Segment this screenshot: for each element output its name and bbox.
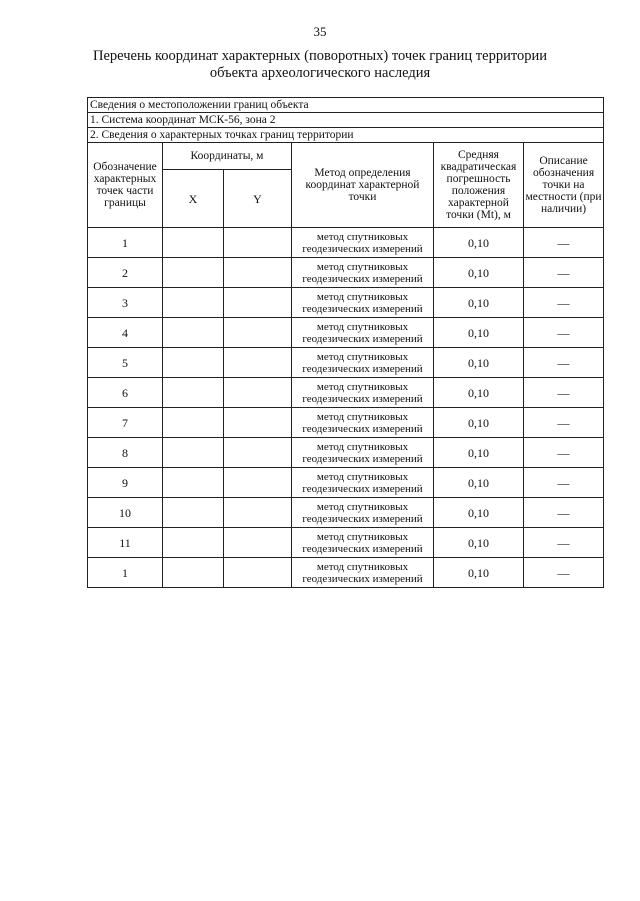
description-cell: —	[524, 468, 604, 498]
description-cell: —	[524, 228, 604, 258]
table-row	[88, 468, 604, 498]
point-cell: 8	[88, 438, 163, 468]
coordinates-table	[87, 97, 604, 588]
method-cell	[292, 408, 434, 438]
error-cell: 0,10	[434, 348, 524, 378]
method-cell	[292, 558, 434, 588]
method-line-2: геодезических измерений	[302, 332, 423, 345]
x-cell	[163, 288, 224, 318]
method-line-2: геодезических измерений	[302, 512, 423, 525]
description-cell: —	[524, 348, 604, 378]
method-line-2: геодезических измерений	[302, 542, 423, 555]
method-line-2: геодезических измерений	[302, 392, 423, 405]
method-cell	[292, 288, 434, 318]
description-cell: —	[524, 558, 604, 588]
y-cell	[224, 408, 292, 438]
error-cell: 0,10	[434, 468, 524, 498]
table-row	[88, 438, 604, 468]
info-cell: 1. Система координат МСК-56, зона 2	[88, 113, 604, 128]
method-line-1: метод спутниковых	[316, 290, 409, 303]
error-cell: 0,10	[434, 288, 524, 318]
table-row	[88, 348, 604, 378]
point-cell: 10	[88, 498, 163, 528]
y-cell	[224, 258, 292, 288]
point-cell: 7	[88, 408, 163, 438]
table-row	[88, 288, 604, 318]
page-title	[60, 48, 580, 82]
description-cell: —	[524, 258, 604, 288]
header-row	[88, 143, 604, 170]
y-cell	[224, 378, 292, 408]
y-cell	[224, 528, 292, 558]
error-cell: 0,10	[434, 528, 524, 558]
x-cell	[163, 438, 224, 468]
page-title-line-1: Перечень координат характерных (поворотных) точек границ территории	[92, 48, 548, 64]
point-cell: 2	[88, 258, 163, 288]
point-cell: 1	[88, 228, 163, 258]
y-cell	[224, 348, 292, 378]
point-cell: 11	[88, 528, 163, 558]
method-line-1: метод спутниковых	[316, 500, 409, 513]
method-line-2: геодезических измерений	[302, 572, 423, 585]
description-cell: —	[524, 318, 604, 348]
method-line-2: геодезических измерений	[302, 362, 423, 375]
info-row	[88, 98, 604, 113]
x-cell	[163, 468, 224, 498]
y-cell	[224, 558, 292, 588]
method-line-1: метод спутниковых	[316, 230, 409, 243]
description-cell: —	[524, 408, 604, 438]
info-row	[88, 113, 604, 128]
method-line-2: геодезических измерений	[302, 422, 423, 435]
method-cell	[292, 438, 434, 468]
point-cell: 4	[88, 318, 163, 348]
x-cell	[163, 228, 224, 258]
y-cell	[224, 228, 292, 258]
error-cell: 0,10	[434, 318, 524, 348]
header-method: Метод определения координат характерной точки	[292, 143, 434, 228]
info-cell: 2. Сведения о характерных точках границ территории	[88, 128, 604, 143]
y-cell	[224, 438, 292, 468]
page-title-line-2: объекта археологического наследия	[209, 65, 431, 81]
header-y: Y	[224, 170, 292, 228]
point-cell: 1	[88, 558, 163, 588]
table-row	[88, 498, 604, 528]
y-cell	[224, 288, 292, 318]
method-cell	[292, 498, 434, 528]
method-cell	[292, 468, 434, 498]
method-cell	[292, 228, 434, 258]
y-cell	[224, 318, 292, 348]
method-line-1: метод спутниковых	[316, 260, 409, 273]
x-cell	[163, 318, 224, 348]
method-cell	[292, 318, 434, 348]
error-cell: 0,10	[434, 258, 524, 288]
x-cell	[163, 558, 224, 588]
point-cell: 6	[88, 378, 163, 408]
method-cell	[292, 528, 434, 558]
method-line-2: геодезических измерений	[302, 452, 423, 465]
x-cell	[163, 498, 224, 528]
info-cell: Сведения о местоположении границ объекта	[88, 98, 604, 113]
method-line-2: геодезических измерений	[302, 302, 423, 315]
header-coordinates: Координаты, м	[163, 143, 292, 170]
y-cell	[224, 468, 292, 498]
description-cell: —	[524, 528, 604, 558]
method-line-1: метод спутниковых	[316, 410, 409, 423]
method-line-1: метод спутниковых	[316, 440, 409, 453]
header-description: Описание обозначения точки на местности (при наличии)	[524, 143, 604, 228]
method-line-1: метод спутниковых	[316, 560, 409, 573]
description-cell: —	[524, 378, 604, 408]
method-line-2: геодезических измерений	[302, 482, 423, 495]
x-cell	[163, 378, 224, 408]
error-cell: 0,10	[434, 498, 524, 528]
x-cell	[163, 528, 224, 558]
table-row	[88, 408, 604, 438]
point-cell: 3	[88, 288, 163, 318]
description-cell: —	[524, 288, 604, 318]
y-cell	[224, 498, 292, 528]
table-row	[88, 258, 604, 288]
description-cell: —	[524, 498, 604, 528]
table-row	[88, 558, 604, 588]
x-cell	[163, 408, 224, 438]
method-cell	[292, 348, 434, 378]
method-line-1: метод спутниковых	[316, 320, 409, 333]
page-number: 35	[313, 24, 327, 39]
method-cell	[292, 378, 434, 408]
error-cell: 0,10	[434, 228, 524, 258]
header-error: Средняя квадратическая погрешность положения характерной точки (Mt), м	[434, 143, 524, 228]
x-cell	[163, 348, 224, 378]
method-line-1: метод спутниковых	[316, 530, 409, 543]
header-point-designation: Обозначение характерных точек части границы	[88, 143, 163, 228]
method-line-1: метод спутниковых	[316, 380, 409, 393]
description-cell: —	[524, 438, 604, 468]
method-line-1: метод спутниковых	[316, 350, 409, 363]
header-x: X	[163, 170, 224, 228]
error-cell: 0,10	[434, 558, 524, 588]
table-row	[88, 318, 604, 348]
method-cell	[292, 258, 434, 288]
error-cell: 0,10	[434, 408, 524, 438]
method-line-1: метод спутниковых	[316, 470, 409, 483]
point-cell: 9	[88, 468, 163, 498]
x-cell	[163, 258, 224, 288]
error-cell: 0,10	[434, 378, 524, 408]
table-row	[88, 378, 604, 408]
error-cell: 0,10	[434, 438, 524, 468]
table-row	[88, 528, 604, 558]
table-row	[88, 228, 604, 258]
info-row	[88, 128, 604, 143]
point-cell: 5	[88, 348, 163, 378]
method-line-2: геодезических измерений	[302, 242, 423, 255]
method-line-2: геодезических измерений	[302, 272, 423, 285]
